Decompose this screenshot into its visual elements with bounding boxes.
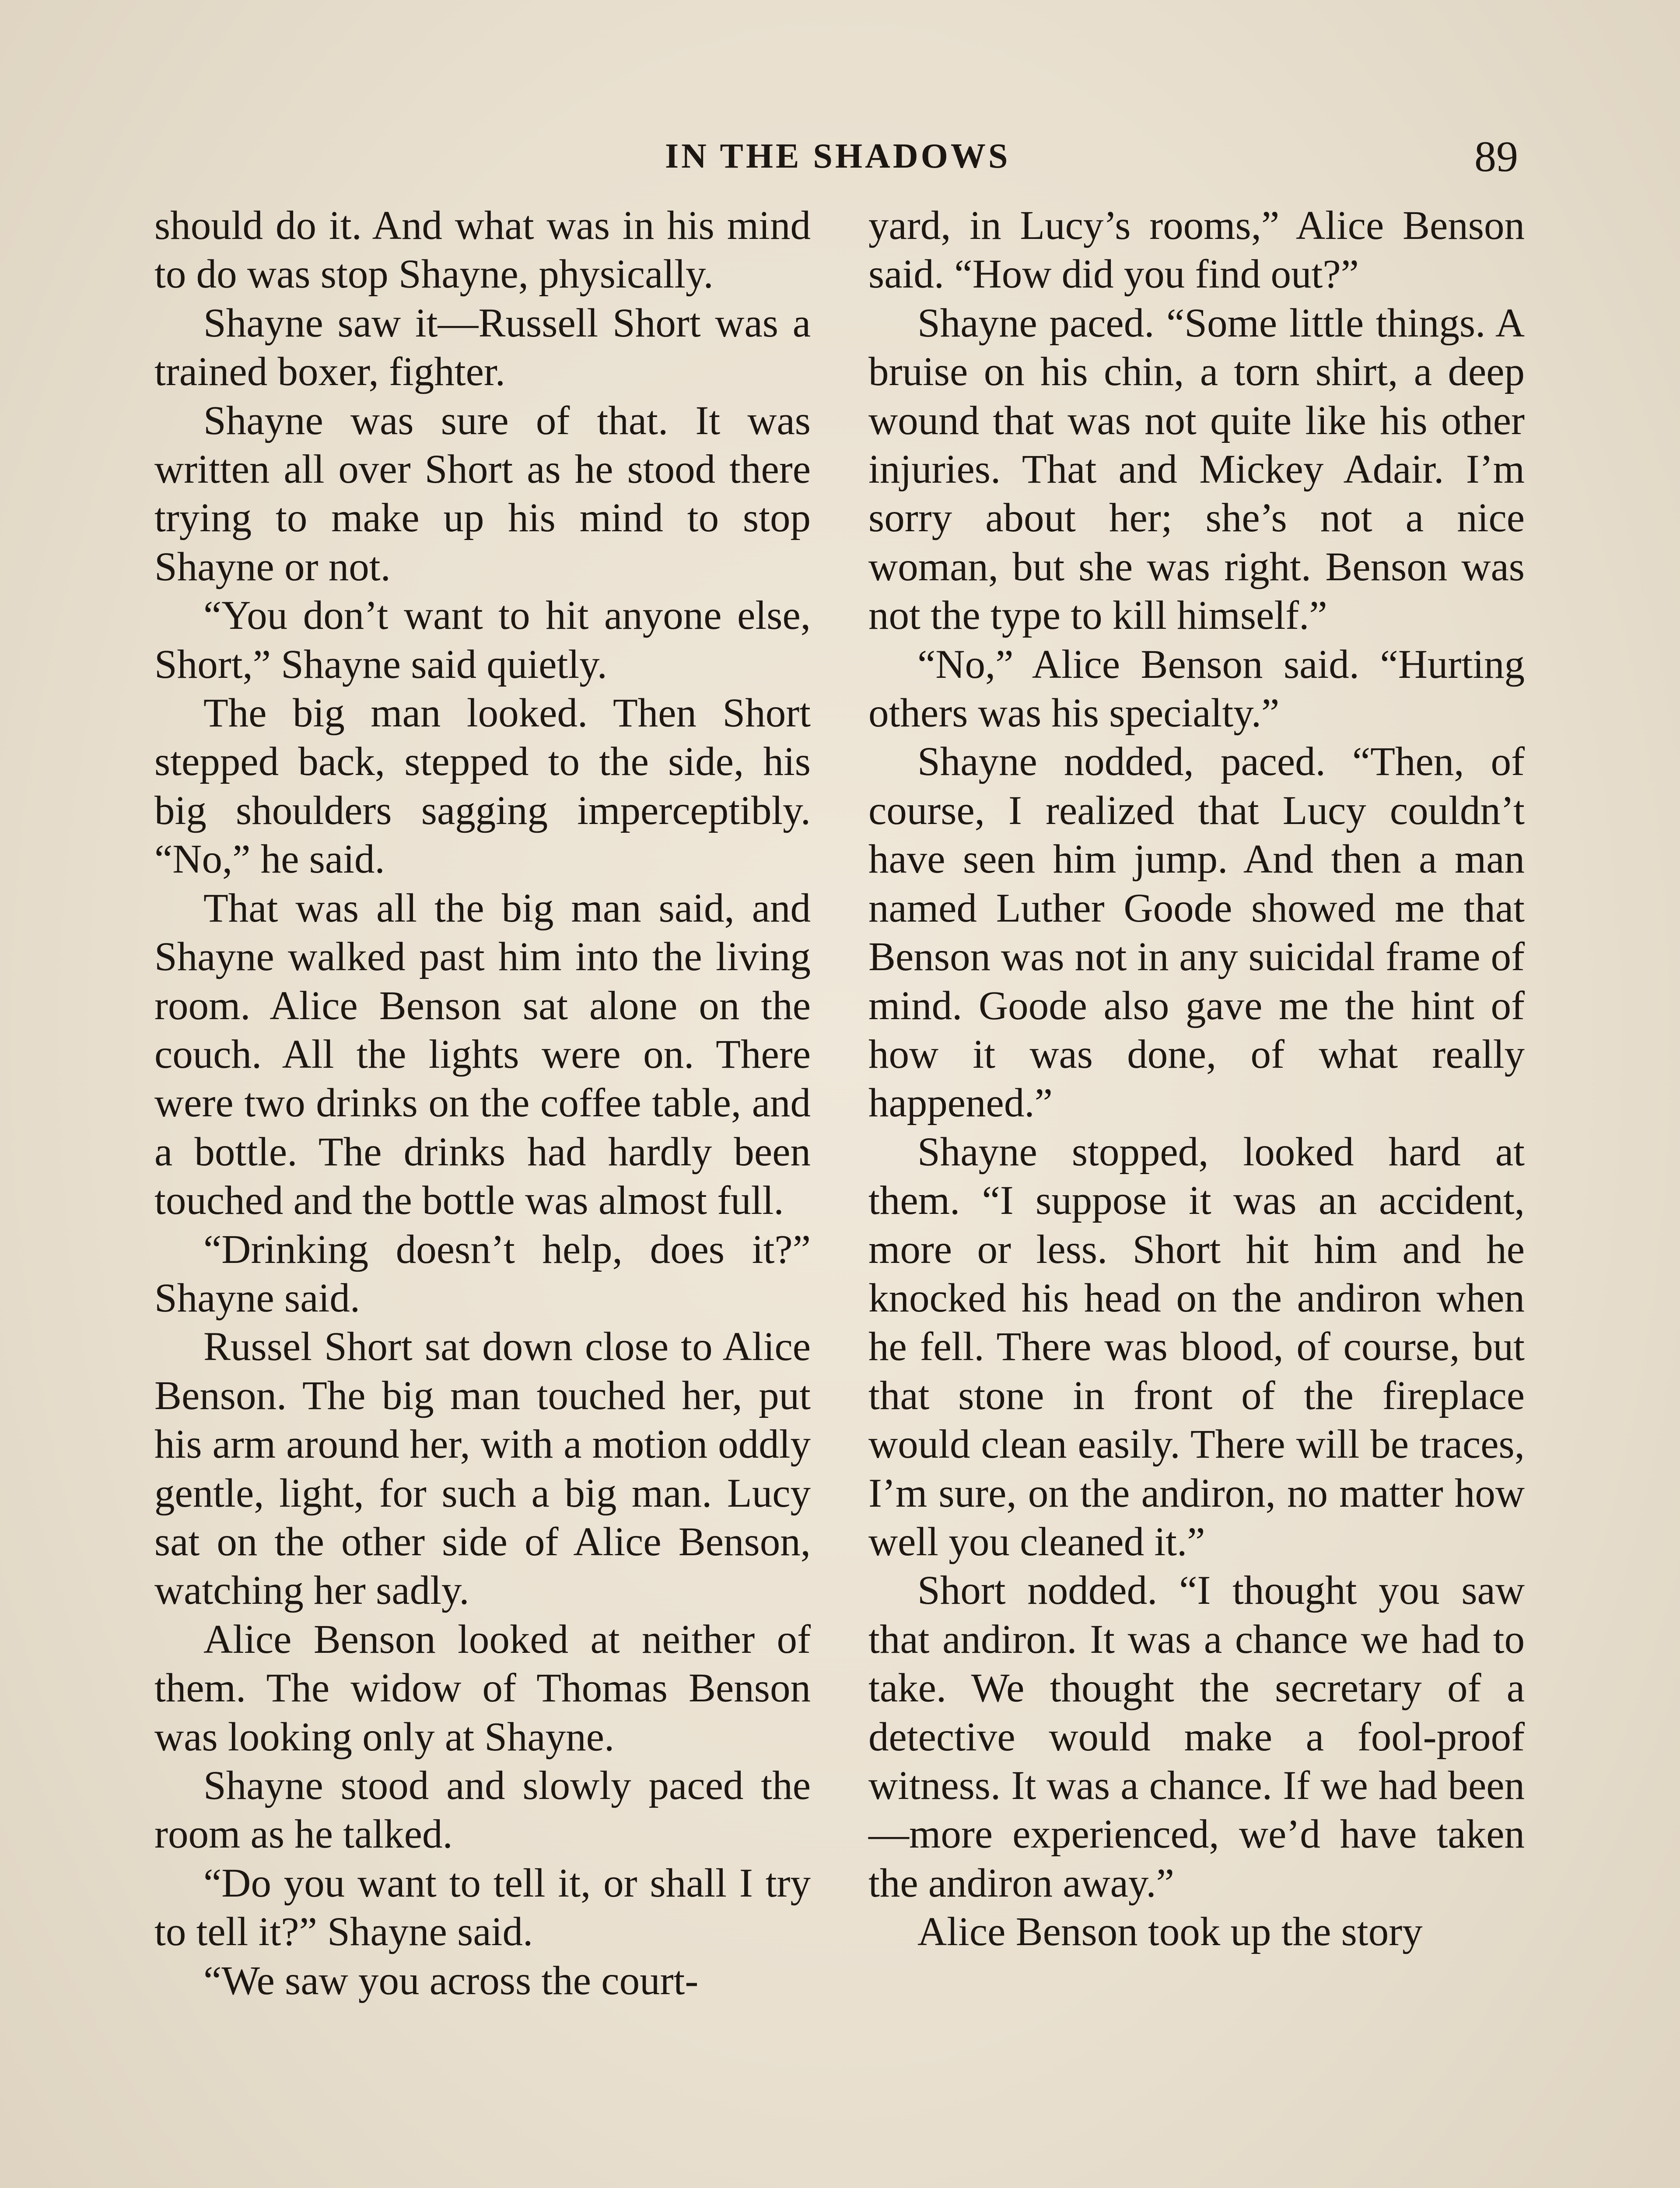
paragraph: Shayne saw it—Russell Short was a trained boxer, fighter.: [154, 300, 811, 395]
paragraph: Short nodded. “I thought you saw that andiron. It was a chance we had to take. We thought the secretary of a detective would make a fool-proof witness. It was a chance. If we had been—more experienced, we’d have taken the andiron away.”: [868, 1568, 1525, 1906]
paragraph: Shayne was sure of that. It was written all over Short as he stood there trying to make up his mind to stop Shayne or not.: [154, 398, 811, 589]
paragraph: “No,” Alice Benson said. “Hurting others was his specialty.”: [868, 642, 1525, 736]
paragraph: Alice Benson looked at neither of them. The widow of Thomas Benson was looking only at Shayne.: [154, 1616, 811, 1760]
paragraph: “Drinking doesn’t help, does it?” Shayne said.: [154, 1227, 811, 1321]
paragraph: Shayne nodded, paced. “Then, of course, I realized that Lucy couldn’t have seen him jump. And then a man named Luther Goode showed me that Benson was not in any suicidal frame of mind. Goode also gave me the hint of how it was done, of what really happened.”: [868, 739, 1525, 1126]
right-text-column: [868, 201, 1525, 2188]
paragraph: Russel Short sat down close to Alice Benson. The big man touched her, put his arm around her, with a motion oddly gentle, light, for such a big man. Lucy sat on the other side of Alice Benson, watching her sadly.: [154, 1324, 811, 1613]
page-number: 89: [1474, 132, 1518, 181]
paragraph: Alice Benson took up the story: [917, 1909, 1423, 1955]
paragraph: Shayne stood and slowly paced the room as he talked.: [154, 1763, 811, 1857]
paragraph: Shayne paced. “Some little things. A bruise on his chin, a torn shirt, a deep wound that was not quite like his other injuries. That and Mickey Adair. I’m sorry about her; she’s not a nice woman, but she was right. Benson was not the type to kill himself.”: [868, 300, 1525, 638]
paragraph: “We saw you across the court-: [203, 1958, 699, 2003]
running-head: [0, 131, 1680, 193]
paragraph: That was all the big man said, and Shayne walked past him into the living room. Alice Benson sat alone on the couch. All the lights were on. There were two drinks on the coffee table, and a bottle. The drinks had hardly been touched and the bottle was almost full.: [154, 885, 811, 1224]
paragraph: “You don’t want to hit anyone else, Short,” Shayne said quietly.: [154, 593, 811, 687]
paragraph: should do it. And what was in his mind to do was stop Shayne, physically.: [154, 203, 811, 297]
left-text-column: [154, 201, 811, 2188]
running-title: IN THE SHADOWS: [665, 137, 1011, 175]
paragraph: The big man looked. Then Short stepped back, stepped to the side, his big shoulders sagging imperceptibly. “No,” he said.: [154, 691, 811, 882]
paragraph: “Do you want to tell it, or shall I try to tell it?” Shayne said.: [154, 1860, 811, 1955]
paragraph: yard, in Lucy’s rooms,” Alice Benson said. “How did you find out?”: [868, 203, 1525, 297]
paragraph: Shayne stopped, looked hard at them. “I suppose it was an accident, more or less. Short hit him and he knocked his head on the andiron when he fell. There was blood, of course, but that stone in front of the fireplace would clean easily. There will be traces, I’m sure, on the andiron, no matter how well you cleaned it.”: [868, 1129, 1525, 1564]
